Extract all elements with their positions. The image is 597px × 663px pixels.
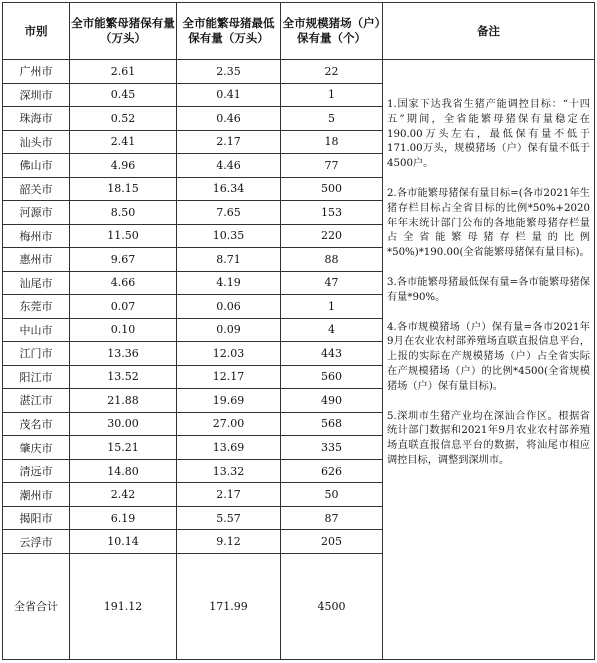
cell-sow-stock: 6.19 xyxy=(70,506,177,530)
note-paragraph: 4.各市规模猪场（户）保有量=各市2021年9月在农业农村部养殖场直联直报信息平台，上报的实际在产规模猪场（户）占全省实际在产规模猪场（户）的比例*4500(全省规模猪场（户）保有量目标)。 xyxy=(387,321,590,392)
total-sow-stock: 191.12 xyxy=(70,553,177,659)
cell-sow-min: 7.65 xyxy=(177,201,281,225)
cell-city: 梅州市 xyxy=(3,224,70,248)
cell-farms: 205 xyxy=(281,530,383,554)
table-row xyxy=(3,60,595,84)
total-farms: 4500 xyxy=(281,553,383,659)
note-paragraph: 5.深圳市生猪产业均在深汕合作区。根据省统计部门数据和2021年9月农业农村部养殖场直联直报信息平台的数据，将汕尾市相应调控目标，调整到深圳市。 xyxy=(387,410,590,466)
cell-city: 广州市 xyxy=(3,60,70,84)
cell-sow-stock: 15.21 xyxy=(70,436,177,460)
cell-farms: 220 xyxy=(281,224,383,248)
cell-sow-min: 4.46 xyxy=(177,154,281,178)
cell-sow-min: 13.69 xyxy=(177,436,281,460)
cell-farms: 22 xyxy=(281,60,383,84)
cell-farms: 153 xyxy=(281,201,383,225)
cell-sow-stock: 4.96 xyxy=(70,154,177,178)
cell-city: 珠海市 xyxy=(3,107,70,131)
cell-city: 深圳市 xyxy=(3,83,70,107)
cell-sow-stock: 21.88 xyxy=(70,389,177,413)
cell-city: 清远市 xyxy=(3,459,70,483)
cell-city: 阳江市 xyxy=(3,365,70,389)
cell-farms: 560 xyxy=(281,365,383,389)
cell-farms: 443 xyxy=(281,342,383,366)
cell-sow-min: 9.12 xyxy=(177,530,281,554)
cell-sow-min: 12.17 xyxy=(177,365,281,389)
cell-farms: 5 xyxy=(281,107,383,131)
cell-city: 佛山市 xyxy=(3,154,70,178)
cell-farms: 87 xyxy=(281,506,383,530)
cell-farms: 1 xyxy=(281,295,383,319)
cell-sow-min: 19.69 xyxy=(177,389,281,413)
total-city: 全省合计 xyxy=(3,553,70,659)
col-header-sow-stock: 全市能繁母猪保有量（万头） xyxy=(70,3,177,60)
sow-target-table xyxy=(2,2,595,660)
cell-sow-min: 10.35 xyxy=(177,224,281,248)
cell-sow-min: 0.41 xyxy=(177,83,281,107)
cell-farms: 47 xyxy=(281,271,383,295)
cell-sow-min: 27.00 xyxy=(177,412,281,436)
cell-sow-min: 13.32 xyxy=(177,459,281,483)
cell-sow-stock: 13.36 xyxy=(70,342,177,366)
cell-sow-min: 4.19 xyxy=(177,271,281,295)
cell-sow-stock: 2.42 xyxy=(70,483,177,507)
cell-sow-stock: 11.50 xyxy=(70,224,177,248)
total-sow-min: 171.99 xyxy=(177,553,281,659)
cell-city: 韶关市 xyxy=(3,177,70,201)
cell-sow-min: 0.06 xyxy=(177,295,281,319)
col-header-farms: 全市规模猪场（户）保有量（个） xyxy=(281,3,383,60)
cell-sow-min: 2.17 xyxy=(177,130,281,154)
cell-city: 中山市 xyxy=(3,318,70,342)
cell-farms: 335 xyxy=(281,436,383,460)
cell-farms: 1 xyxy=(281,83,383,107)
cell-sow-min: 2.35 xyxy=(177,60,281,84)
cell-sow-min: 5.57 xyxy=(177,506,281,530)
cell-city: 揭阳市 xyxy=(3,506,70,530)
cell-farms: 77 xyxy=(281,154,383,178)
cell-city: 潮州市 xyxy=(3,483,70,507)
cell-city: 东莞市 xyxy=(3,295,70,319)
cell-sow-stock: 18.15 xyxy=(70,177,177,201)
col-header-notes: 备注 xyxy=(383,3,595,60)
cell-sow-min: 2.17 xyxy=(177,483,281,507)
cell-sow-stock: 10.14 xyxy=(70,530,177,554)
header-row xyxy=(3,3,595,60)
cell-city: 云浮市 xyxy=(3,530,70,554)
cell-sow-stock: 2.61 xyxy=(70,60,177,84)
note-paragraph: 3.各市能繁母猪最低保有量=各市能繁母猪保有量*90%。 xyxy=(387,276,590,303)
cell-sow-stock: 9.67 xyxy=(70,248,177,272)
cell-sow-stock: 0.45 xyxy=(70,83,177,107)
cell-farms: 18 xyxy=(281,130,383,154)
note-paragraph: 2.各市能繁母猪保有量目标=(各市2021年生猪存栏目标占全省目标的比例*50%+2020年年末统计部门公布的各地能繁母猪存栏量占全省能繁母猪存栏量的比例*50%)*190.00(全省能繁母猪保有量目标)。 xyxy=(387,187,590,259)
cell-farms: 568 xyxy=(281,412,383,436)
cell-farms: 4 xyxy=(281,318,383,342)
notes-cell xyxy=(383,60,595,660)
note-paragraph: 1.国家下达我省生猪产能调控目标：“十四五”期间，全省能繁母猪保有量稳定在190.00万头左右，最低保有量不低于171.00万头，规模猪场（户）保有量不低于4500户。 xyxy=(387,99,590,170)
cell-city: 湛江市 xyxy=(3,389,70,413)
cell-farms: 500 xyxy=(281,177,383,201)
cell-sow-min: 8.71 xyxy=(177,248,281,272)
cell-sow-min: 0.46 xyxy=(177,107,281,131)
cell-city: 汕头市 xyxy=(3,130,70,154)
cell-sow-min: 16.34 xyxy=(177,177,281,201)
cell-city: 惠州市 xyxy=(3,248,70,272)
cell-city: 江门市 xyxy=(3,342,70,366)
col-header-sow-min: 全市能繁母猪最低保有量（万头） xyxy=(177,3,281,60)
cell-city: 河源市 xyxy=(3,201,70,225)
cell-farms: 626 xyxy=(281,459,383,483)
cell-sow-stock: 0.07 xyxy=(70,295,177,319)
cell-sow-stock: 2.41 xyxy=(70,130,177,154)
cell-sow-stock: 4.66 xyxy=(70,271,177,295)
table-body xyxy=(3,60,595,660)
cell-city: 汕尾市 xyxy=(3,271,70,295)
col-header-city: 市别 xyxy=(3,3,70,60)
cell-farms: 50 xyxy=(281,483,383,507)
cell-sow-stock: 14.80 xyxy=(70,459,177,483)
cell-sow-stock: 8.50 xyxy=(70,201,177,225)
cell-sow-min: 12.03 xyxy=(177,342,281,366)
cell-sow-min: 0.09 xyxy=(177,318,281,342)
cell-farms: 490 xyxy=(281,389,383,413)
cell-sow-stock: 13.52 xyxy=(70,365,177,389)
cell-sow-stock: 30.00 xyxy=(70,412,177,436)
cell-city: 肇庆市 xyxy=(3,436,70,460)
cell-sow-stock: 0.52 xyxy=(70,107,177,131)
cell-city: 茂名市 xyxy=(3,412,70,436)
cell-farms: 88 xyxy=(281,248,383,272)
cell-sow-stock: 0.10 xyxy=(70,318,177,342)
